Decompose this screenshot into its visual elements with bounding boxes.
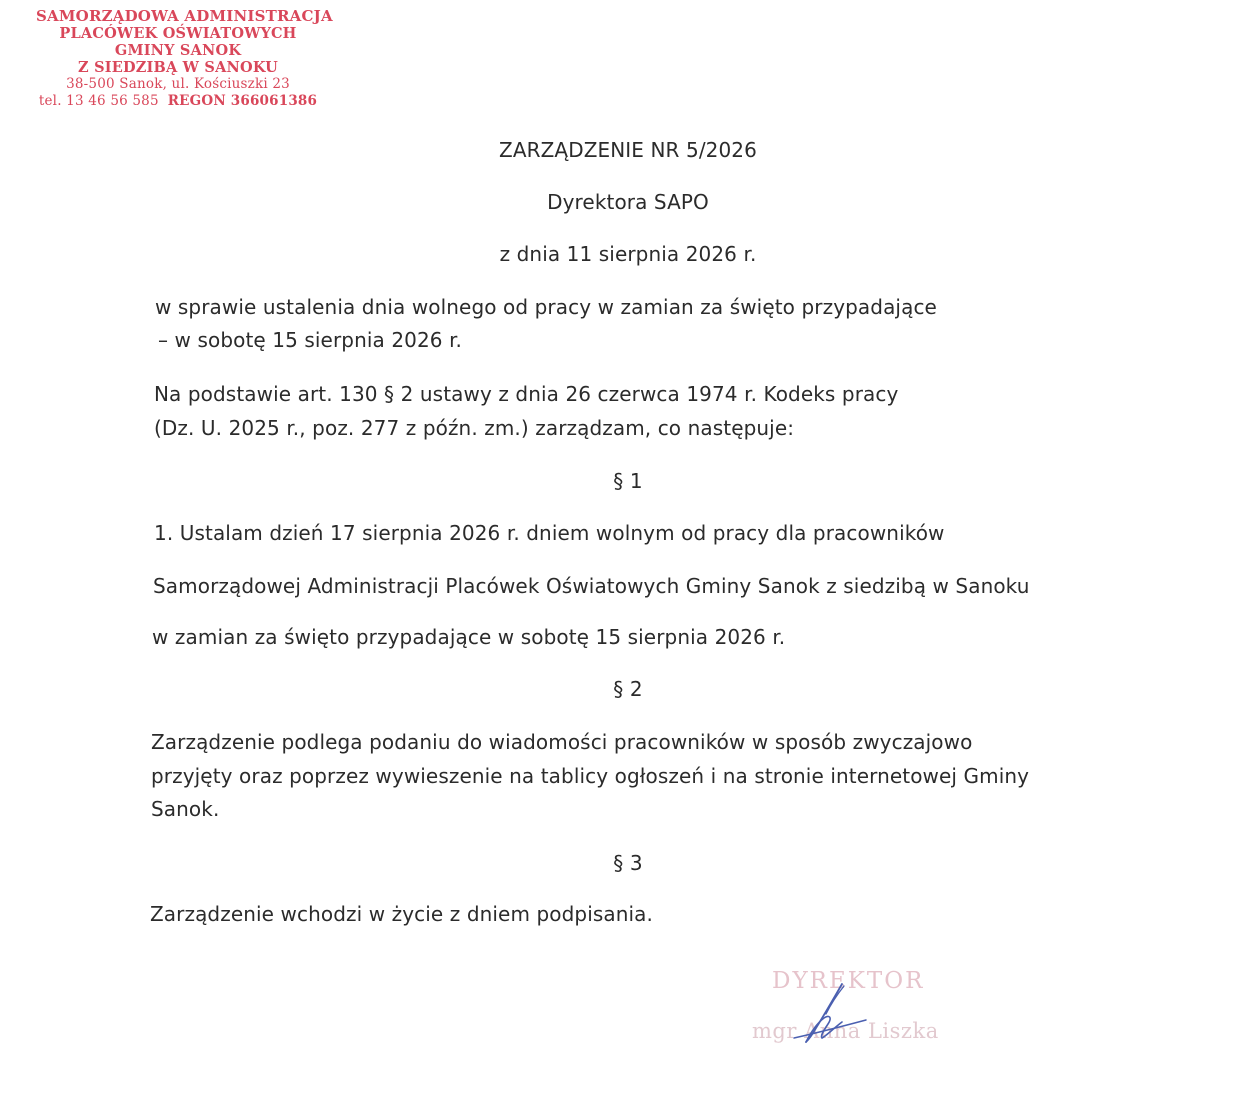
subject-line-1: w sprawie ustalenia dnia wolnego od pracy w zamian za święto przypadające [155,295,937,319]
stamp-line-2: PLACÓWEK OŚWIATOWYCH [59,25,297,42]
basis-line-2: (Dz. U. 2025 r., poz. 277 z późn. zm.) zarządzam, co następuje: [154,416,795,440]
section-1-line-3: w zamian za święto przypadające w sobotę 15 sierpnia 2026 r. [152,625,786,649]
document-date: z dnia 11 sierpnia 2026 r. [499,242,757,266]
stamp-line-5: 38-500 Sanok, ul. Kościuszki 23 [66,76,290,92]
stamp-line-6 [36,93,320,110]
stamp-line-4: Z SIEDZIBĄ W SANOKU [78,59,278,76]
section-3-heading: § 3 [613,851,643,875]
section-2-line-2: przyjęty oraz poprzez wywieszenie na tablicy ogłoszeń i na stronie internetowej Gminy [151,764,1030,788]
section-2-line-1: Zarządzenie podlega podaniu do wiadomości pracowników w sposób zwyczajowo [151,730,973,754]
document-issuer: Dyrektora SAPO [547,190,709,214]
section-1-heading: § 1 [613,469,643,493]
stamp-line-3: GMINY SANOK [114,42,242,59]
signature-title: DYREKTOR [772,968,925,994]
document-title: ZARZĄDZENIE NR 5/2026 [499,138,757,162]
stamp-regon: REGON 366061386 [167,93,318,109]
section-2-heading: § 2 [613,677,643,701]
institution-stamp [36,7,333,110]
section-1-line-1: 1. Ustalam dzień 17 sierpnia 2026 r. dniem wolnym od pracy dla pracowników [154,521,945,545]
stamp-line-1: SAMORZĄDOWA ADMINISTRACJA [36,7,333,25]
handwritten-signature [786,978,876,1048]
basis-line-1: Na podstawie art. 130 § 2 ustawy z dnia 26 czerwca 1974 r. Kodeks pracy [154,382,899,406]
signature-name: mgr Anna Liszka [752,1019,939,1043]
stamp-phone: tel. 13 46 56 585 [38,93,159,109]
section-3-line-1: Zarządzenie wchodzi w życie z dniem podpisania. [150,902,653,926]
section-1-line-2: Samorządowej Administracji Placówek Oświatowych Gminy Sanok z siedzibą w Sanoku [153,574,1030,598]
section-2-line-3: Sanok. [151,797,220,821]
subject-line-2: – w sobotę 15 sierpnia 2026 r. [158,328,463,352]
